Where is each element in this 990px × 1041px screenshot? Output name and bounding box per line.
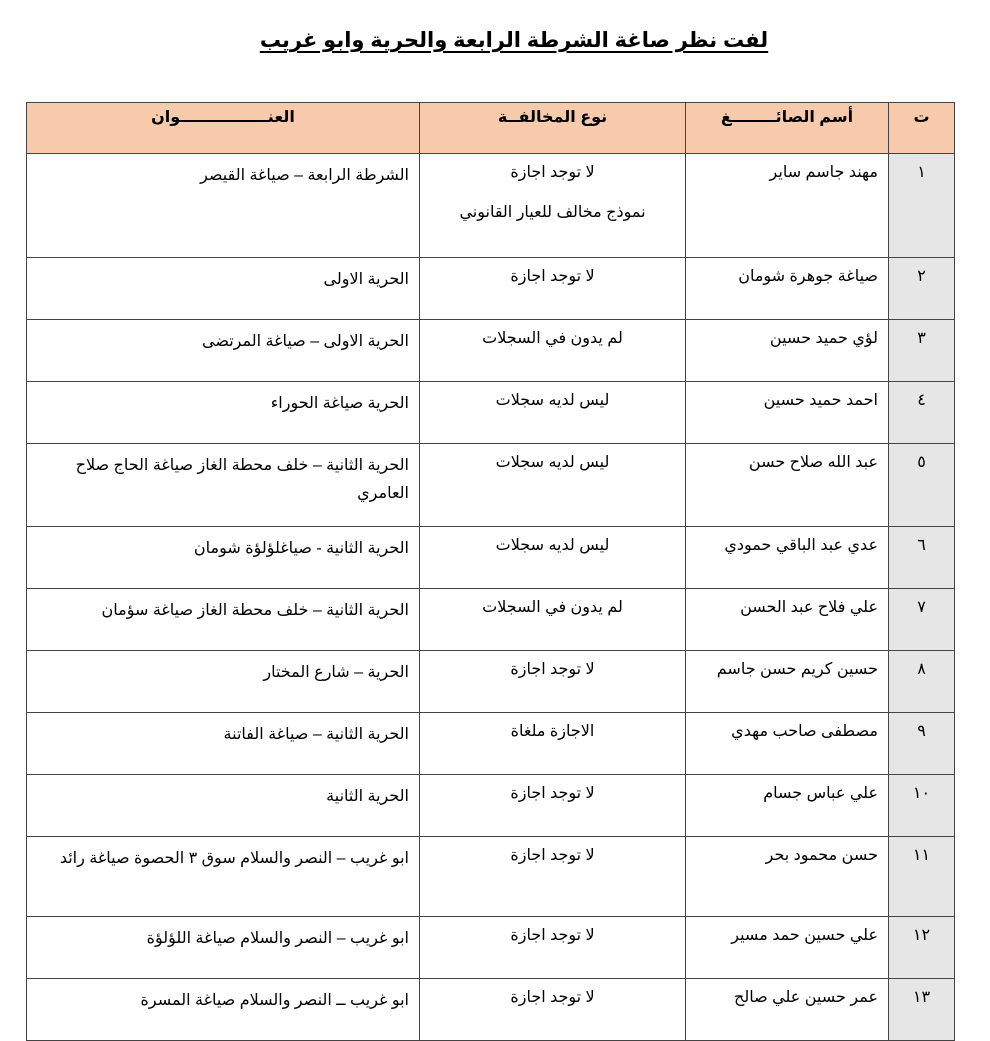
violation-type: ليس لديه سجلات: [420, 444, 686, 527]
row-number: ٢: [889, 258, 955, 320]
jeweler-name: مصطفى صاحب مهدي: [686, 713, 889, 775]
violation-type: ليس لديه سجلات: [420, 527, 686, 589]
row-number: ٨: [889, 651, 955, 713]
jeweler-name: لؤي حميد حسين: [686, 320, 889, 382]
row-number: ٥: [889, 444, 955, 527]
address: الشرطة الرابعة – صياغة القيصر: [27, 154, 420, 258]
jeweler-name: علي فلاح عبد الحسن: [686, 589, 889, 651]
violation-type: لا توجد اجازة: [420, 837, 686, 917]
violation-type: ليس لديه سجلات: [420, 382, 686, 444]
violation-type: لم يدون في السجلات: [420, 589, 686, 651]
violation-type: لم يدون في السجلات: [420, 320, 686, 382]
jeweler-name: عمر حسين علي صالح: [686, 979, 889, 1041]
jeweler-name: مهند جاسم ساير: [686, 154, 889, 258]
table-row: [27, 979, 955, 1041]
address: ابو غريب – النصر والسلام صياغة اللؤلؤة: [27, 917, 420, 979]
address: الحرية الثانية – خلف محطة الغاز صياغة سؤمان: [27, 589, 420, 651]
violation-type: [420, 154, 686, 258]
row-number: ١٣: [889, 979, 955, 1041]
jeweler-name: علي عباس جسام: [686, 775, 889, 837]
table-row: [27, 589, 955, 651]
row-number: ٩: [889, 713, 955, 775]
table-row: [27, 713, 955, 775]
address: الحرية الثانية - صياغلؤلؤة شومان: [27, 527, 420, 589]
row-number: ٦: [889, 527, 955, 589]
address: الحرية الثانية – خلف محطة الغاز صياغة الحاج صلاح العامري: [27, 444, 420, 527]
address: الحرية الثانية – صياغة الفاتنة: [27, 713, 420, 775]
table-row: [27, 917, 955, 979]
table-row: [27, 444, 955, 527]
table-row: [27, 775, 955, 837]
jeweler-name: عدي عبد الباقي حمودي: [686, 527, 889, 589]
violation-type: لا توجد اجازة: [420, 258, 686, 320]
address: الحرية الاولى – صياغة المرتضى: [27, 320, 420, 382]
address: ابو غريب – النصر والسلام سوق ٣ الحصوة صياغة رائد: [27, 837, 420, 917]
violation-type: لا توجد اجازة: [420, 917, 686, 979]
table-header-row: [27, 103, 955, 154]
address: الحرية – شارع المختار: [27, 651, 420, 713]
header-violation: نوع المخالفــة: [420, 103, 686, 154]
table-row: [27, 258, 955, 320]
row-number: ٧: [889, 589, 955, 651]
address: الحرية الثانية: [27, 775, 420, 837]
violation-type: لا توجد اجازة: [420, 979, 686, 1041]
row-number: ١١: [889, 837, 955, 917]
row-number: ١: [889, 154, 955, 258]
row-number: ٤: [889, 382, 955, 444]
address: ابو غريب ــ النصر والسلام صياغة المسرة: [27, 979, 420, 1041]
table-row: [27, 154, 955, 258]
address: الحرية صياغة الحوراء: [27, 382, 420, 444]
jeweler-name: حسين كريم حسن جاسم: [686, 651, 889, 713]
row-number: ٣: [889, 320, 955, 382]
jeweler-name: صياغة جوهرة شومان: [686, 258, 889, 320]
table-row: [27, 320, 955, 382]
document-title: لفت نظر صاغة الشرطة الرابعة والحرية وابو غريب: [259, 29, 769, 52]
violation-type: لا توجد اجازة: [420, 651, 686, 713]
address: الحرية الاولى: [27, 258, 420, 320]
table-row: [27, 651, 955, 713]
header-num: ت: [889, 103, 955, 154]
jeweler-name: علي حسين حمد مسير: [686, 917, 889, 979]
violation-line-1: لا توجد اجازة: [510, 164, 595, 181]
violation-line-2: نموذج مخالف للعيار القانوني: [459, 204, 646, 221]
row-number: ١٠: [889, 775, 955, 837]
row-number: ١٢: [889, 917, 955, 979]
table-row: [27, 527, 955, 589]
table-row: [27, 837, 955, 917]
table-row: [27, 382, 955, 444]
violation-type: لا توجد اجازة: [420, 775, 686, 837]
header-address: العنــــــــــــــــوان: [27, 103, 420, 154]
jeweler-name: عبد الله صلاح حسن: [686, 444, 889, 527]
jeweler-name: احمد حميد حسين: [686, 382, 889, 444]
violation-type: الاجازة ملغاة: [420, 713, 686, 775]
header-name: أسم الصائــــــــغ: [686, 103, 889, 154]
violations-table: [26, 102, 955, 1041]
jeweler-name: حسن محمود بحر: [686, 837, 889, 917]
